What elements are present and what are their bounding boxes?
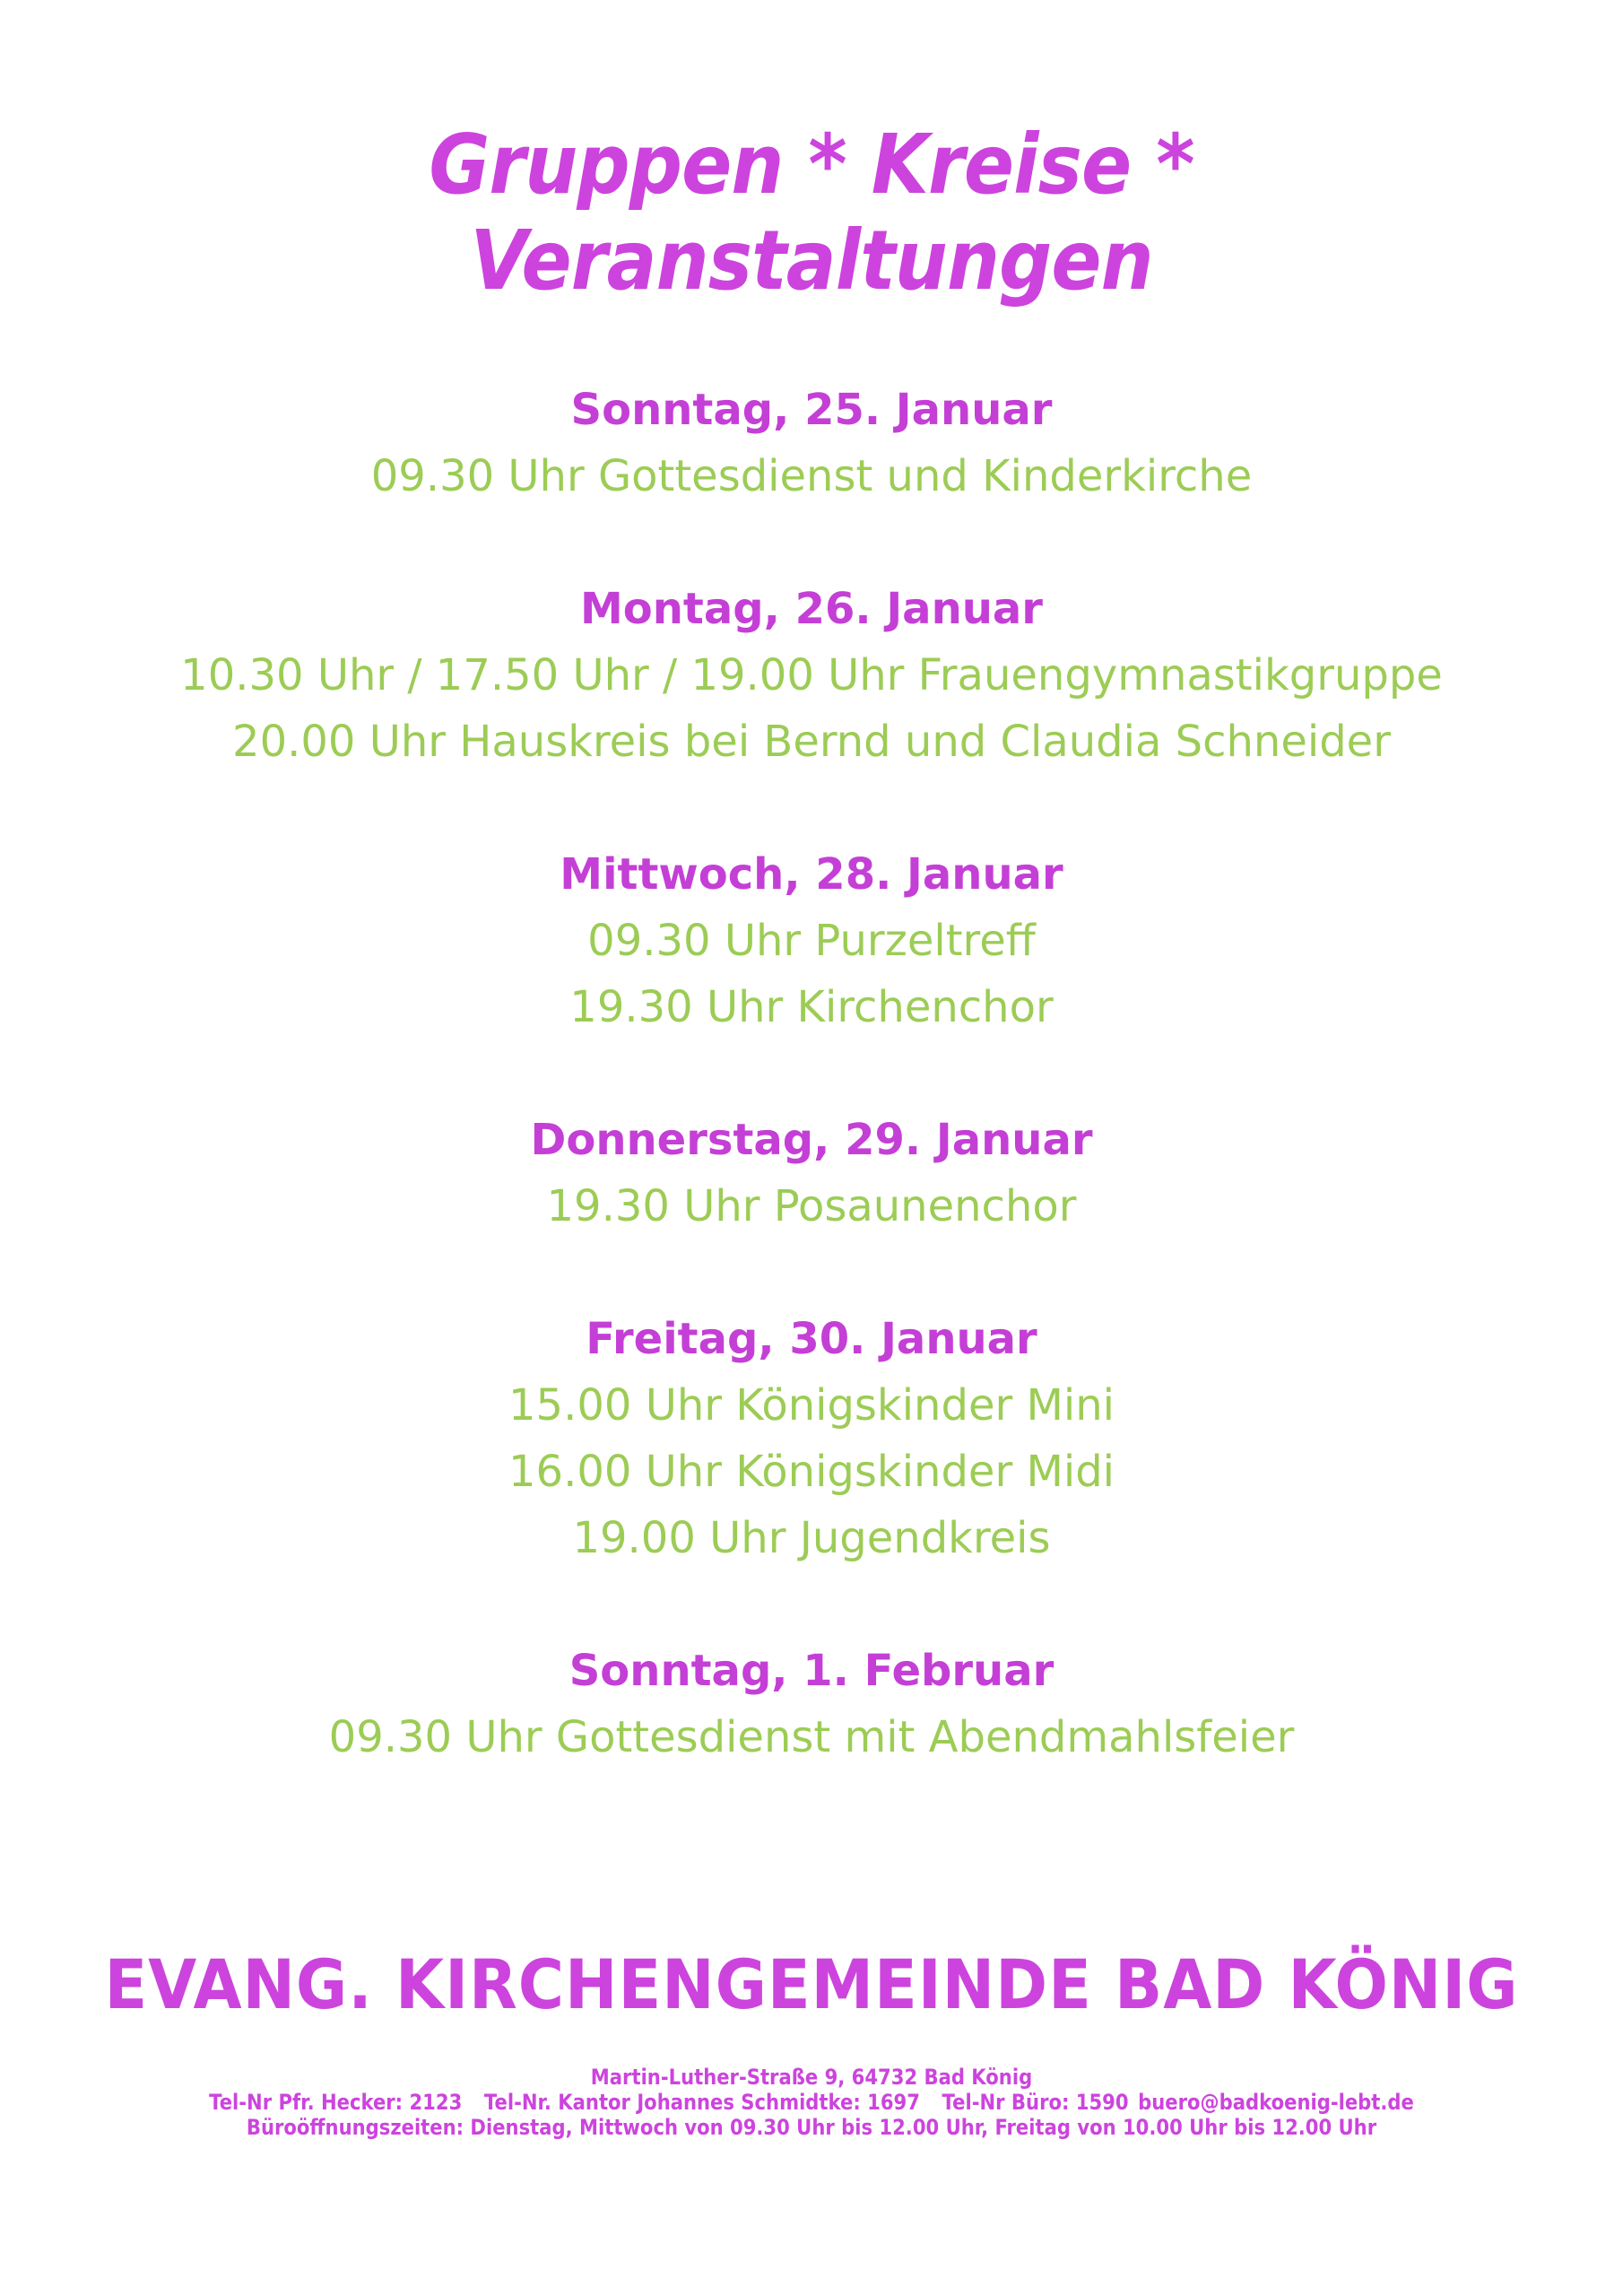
event-item: 15.00 Uhr Königskinder Mini: [508, 1380, 1115, 1431]
event-item: 19.00 Uhr Jugendkreis: [572, 1513, 1051, 1563]
event-schedule: [0, 377, 1623, 1837]
day-heading: Sonntag, 25. Januar: [570, 385, 1053, 435]
day-heading: Mittwoch, 28. Januar: [560, 849, 1063, 900]
footer-address: Martin-Luther-Straße 9, 64732 Bad König: [590, 2065, 1033, 2090]
day-block: [0, 576, 1623, 775]
day-heading: Sonntag, 1. Februar: [568, 1646, 1055, 1696]
footer-contacts: [98, 2090, 1526, 2115]
event-item: 09.30 Uhr Purzeltreff: [587, 916, 1036, 966]
day-heading: Donnerstag, 29. Januar: [530, 1115, 1093, 1165]
day-block: [0, 1638, 1623, 1770]
event-item: 09.30 Uhr Gottesdienst und Kinderkirche: [370, 451, 1253, 501]
day-heading: Freitag, 30. Januar: [586, 1314, 1037, 1364]
day-block: [0, 841, 1623, 1040]
event-item: 10.30 Uhr / 17.50 Uhr / 19.00 Uhr Frauengymnastikgruppe: [180, 650, 1443, 700]
organization-name: EVANG. KIRCHENGEMEINDE BAD KÖNIG: [104, 1944, 1519, 2024]
day-block: [0, 1107, 1623, 1239]
phone-office: Tel-Nr Büro: 1590: [942, 2090, 1129, 2115]
event-item: 16.00 Uhr Königskinder Midi: [508, 1447, 1115, 1497]
event-item: 19.30 Uhr Posaunenchor: [546, 1181, 1077, 1231]
event-item: 09.30 Uhr Gottesdienst mit Abendmahlsfeier: [328, 1712, 1295, 1762]
phone-pastor: Tel-Nr Pfr. Hecker: 2123: [209, 2090, 463, 2115]
page-title: Gruppen * Kreise * Veranstaltungen: [429, 117, 1194, 309]
footer-office-hours: Büroöffnungszeiten: Dienstag, Mittwoch von 09.30 Uhr bis 12.00 Uhr, Freitag von 10.00 Uhr bis 12.00 Uhr: [246, 2115, 1377, 2140]
email-link[interactable]: buero@badkoenig-lebt.de: [1138, 2090, 1414, 2115]
day-block: [0, 1306, 1623, 1571]
event-item: 20.00 Uhr Hauskreis bei Bernd und Claudia Schneider: [232, 717, 1391, 767]
day-heading: Montag, 26. Januar: [580, 584, 1043, 634]
event-item: 19.30 Uhr Kirchenchor: [569, 982, 1054, 1032]
day-block: [0, 377, 1623, 509]
phone-cantor: Tel-Nr. Kantor Johannes Schmidtke: 1697: [483, 2090, 920, 2115]
